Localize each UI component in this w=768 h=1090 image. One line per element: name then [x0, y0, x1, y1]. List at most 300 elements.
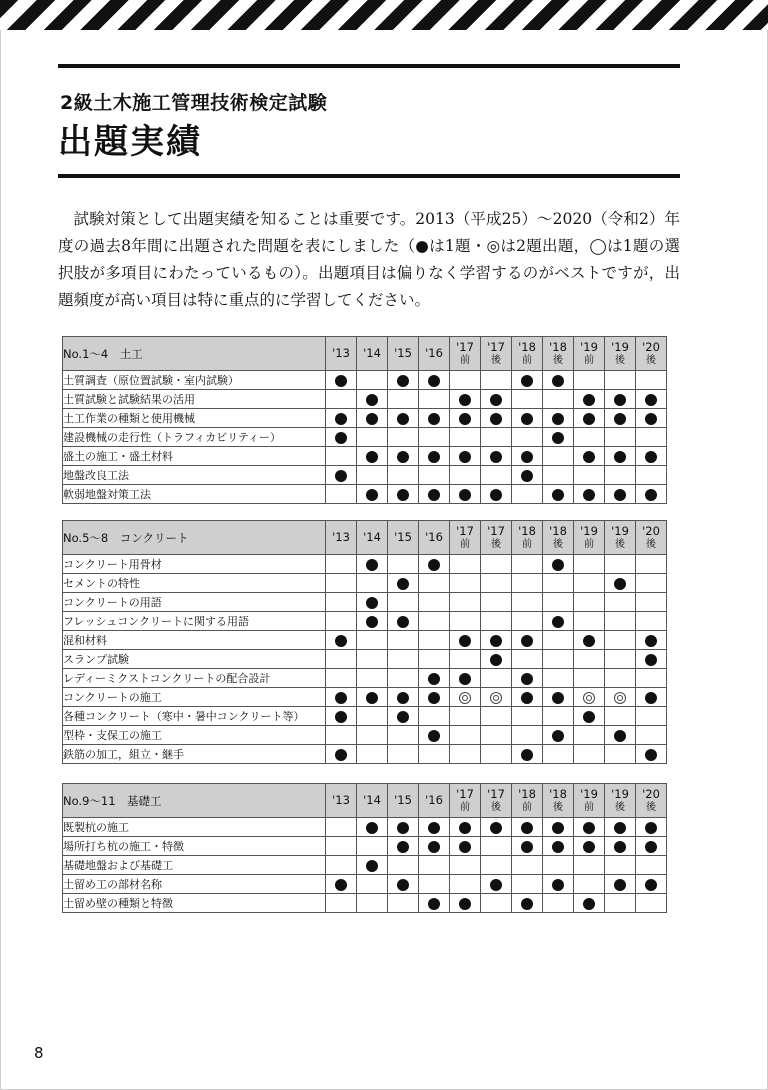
topic-label: 軟弱地盤対策工法: [63, 485, 326, 504]
mark-cell: [450, 390, 481, 409]
table-row: [63, 612, 667, 631]
topic-label: 各種コンクリート（寒中・暑中コンクリート等）: [63, 707, 326, 726]
mark-cell: [574, 745, 605, 764]
mark-cell: [512, 485, 543, 504]
mark-cell: [574, 593, 605, 612]
mark-cell: [636, 574, 667, 593]
mark-cell: [512, 409, 543, 428]
year-half-label: 前: [460, 538, 470, 550]
mark-cell: [388, 818, 419, 837]
mark-cell: [512, 650, 543, 669]
mark-cell: [512, 555, 543, 574]
mark-cell: [450, 631, 481, 650]
page-subtitle: 2級土木施工管理技術検定試験: [60, 92, 328, 114]
year-label: '19: [580, 523, 598, 538]
single-question-mark-icon: [335, 635, 347, 647]
single-question-mark-icon: [490, 451, 502, 463]
year-label: '17: [487, 786, 505, 801]
mark-cell: [419, 428, 450, 447]
mark-cell: [636, 894, 667, 913]
mark-cell: [450, 875, 481, 894]
single-question-mark-icon: [490, 879, 502, 891]
mark-cell: [419, 837, 450, 856]
mark-cell: [512, 371, 543, 390]
single-question-mark-icon: [583, 822, 595, 834]
year-label: '14: [363, 346, 381, 360]
mark-cell: [605, 894, 636, 913]
year-label: '18: [549, 786, 567, 801]
single-question-mark-icon: [552, 489, 564, 501]
mark-cell: [574, 818, 605, 837]
mark-cell: [605, 837, 636, 856]
single-question-mark-icon: [521, 749, 533, 761]
mark-cell: [481, 631, 512, 650]
double-question-mark-icon: [490, 692, 502, 704]
single-question-mark-icon: [490, 489, 502, 501]
single-question-mark-icon: [552, 879, 564, 891]
mark-cell: [543, 574, 574, 593]
mark-cell: [512, 593, 543, 612]
single-question-mark-icon: [335, 692, 347, 704]
table-row: [63, 447, 667, 466]
year-header: [388, 337, 419, 371]
mark-cell: [326, 574, 357, 593]
single-question-mark-icon: [583, 898, 595, 910]
year-header: [512, 784, 543, 818]
year-half-label: 前: [522, 538, 532, 550]
double-question-mark-icon: [459, 692, 471, 704]
table-row: [63, 650, 667, 669]
single-question-mark-icon: [552, 413, 564, 425]
year-label: '16: [425, 346, 443, 360]
mark-cell: [636, 631, 667, 650]
single-question-mark-icon: [645, 654, 657, 666]
single-question-mark-icon: [614, 394, 626, 406]
single-question-mark-icon: [521, 692, 533, 704]
mark-cell: [326, 428, 357, 447]
topic-label: スランプ試験: [63, 650, 326, 669]
single-question-mark-icon: [645, 489, 657, 501]
mark-cell: [605, 466, 636, 485]
mark-cell: [636, 555, 667, 574]
mark-cell: [481, 428, 512, 447]
mark-cell: [574, 650, 605, 669]
mark-cell: [326, 856, 357, 875]
mark-cell: [481, 555, 512, 574]
mark-cell: [388, 593, 419, 612]
mark-cell: [357, 466, 388, 485]
mark-cell: [605, 371, 636, 390]
single-question-mark-icon: [459, 489, 471, 501]
mark-cell: [543, 631, 574, 650]
single-question-mark-icon: [335, 375, 347, 387]
mark-cell: [357, 555, 388, 574]
mark-cell: [357, 856, 388, 875]
mark-cell: [636, 669, 667, 688]
mark-cell: [357, 650, 388, 669]
single-question-mark-icon: [614, 822, 626, 834]
mark-cell: [543, 409, 574, 428]
single-question-mark-icon: [397, 578, 409, 590]
year-header: [357, 784, 388, 818]
topic-label: コンクリートの用語: [63, 593, 326, 612]
page-number: 8: [34, 1044, 44, 1062]
single-question-mark-icon: [583, 394, 595, 406]
single-question-mark-icon: [428, 673, 440, 685]
year-label: '19: [611, 339, 629, 354]
mark-cell: [605, 574, 636, 593]
year-label: '20: [642, 339, 660, 354]
year-header: [574, 337, 605, 371]
mark-cell: [512, 688, 543, 707]
mark-cell: [419, 726, 450, 745]
single-question-mark-icon: [397, 692, 409, 704]
mark-cell: [481, 409, 512, 428]
mark-cell: [419, 371, 450, 390]
mark-cell: [574, 485, 605, 504]
single-question-mark-icon: [428, 841, 440, 853]
mark-cell: [481, 818, 512, 837]
mark-cell: [481, 650, 512, 669]
single-question-mark-icon: [459, 822, 471, 834]
mark-cell: [605, 447, 636, 466]
year-label: '19: [611, 523, 629, 538]
single-question-mark-icon: [583, 841, 595, 853]
year-half-label: 前: [584, 538, 594, 550]
mark-cell: [326, 745, 357, 764]
single-question-mark-icon: [428, 489, 440, 501]
mark-cell: [357, 707, 388, 726]
mark-cell: [388, 726, 419, 745]
mark-cell: [636, 875, 667, 894]
mark-cell: [326, 688, 357, 707]
year-half-label: 前: [460, 801, 470, 813]
mark-cell: [357, 574, 388, 593]
mark-cell: [450, 707, 481, 726]
year-label: '19: [580, 786, 598, 801]
mark-cell: [419, 593, 450, 612]
mark-cell: [605, 875, 636, 894]
single-question-mark-icon: [335, 711, 347, 723]
mark-cell: [574, 837, 605, 856]
single-question-mark-icon: [645, 413, 657, 425]
mark-cell: [388, 612, 419, 631]
mark-cell: [357, 688, 388, 707]
double-question-mark-icon: [614, 692, 626, 704]
single-question-mark-icon: [521, 822, 533, 834]
mark-cell: [605, 409, 636, 428]
year-label: '20: [642, 523, 660, 538]
mark-cell: [481, 574, 512, 593]
mark-cell: [481, 669, 512, 688]
single-question-mark-icon: [645, 879, 657, 891]
mark-cell: [388, 485, 419, 504]
mark-cell: [512, 669, 543, 688]
mark-cell: [605, 428, 636, 447]
year-header: [326, 784, 357, 818]
mark-cell: [574, 447, 605, 466]
mark-cell: [543, 726, 574, 745]
year-half-label: 後: [553, 801, 563, 813]
mark-cell: [419, 485, 450, 504]
table-row: [63, 745, 667, 764]
mark-cell: [419, 669, 450, 688]
single-question-mark-icon: [583, 451, 595, 463]
year-header: [357, 337, 388, 371]
topic-label: 土留め壁の種類と特徴: [63, 894, 326, 913]
year-header: [512, 521, 543, 555]
mark-cell: [450, 894, 481, 913]
mark-cell: [481, 466, 512, 485]
year-header: [543, 337, 574, 371]
mark-cell: [543, 390, 574, 409]
year-label: '18: [518, 786, 536, 801]
mark-cell: [512, 390, 543, 409]
year-half-label: 前: [522, 801, 532, 813]
year-label: '14: [363, 530, 381, 544]
table-row: [63, 726, 667, 745]
single-question-mark-icon: [459, 635, 471, 647]
mark-cell: [326, 555, 357, 574]
year-header: [605, 784, 636, 818]
mark-cell: [419, 745, 450, 764]
mark-cell: [419, 390, 450, 409]
table-row: [63, 466, 667, 485]
mark-cell: [512, 726, 543, 745]
mark-cell: [388, 555, 419, 574]
table-row: [63, 669, 667, 688]
year-label: '20: [642, 786, 660, 801]
year-header: [357, 521, 388, 555]
table-row: [63, 409, 667, 428]
single-question-mark-icon: [428, 692, 440, 704]
mark-cell: [326, 894, 357, 913]
single-question-mark-icon: [552, 841, 564, 853]
mark-cell: [574, 409, 605, 428]
mark-cell: [326, 837, 357, 856]
single-question-mark-icon: [335, 749, 347, 761]
topic-label: 盛土の施工・盛土材料: [63, 447, 326, 466]
mark-cell: [543, 688, 574, 707]
mark-cell: [605, 745, 636, 764]
mark-cell: [574, 856, 605, 875]
mark-cell: [419, 631, 450, 650]
year-header: [636, 521, 667, 555]
year-label: '13: [332, 346, 350, 360]
year-header: [450, 521, 481, 555]
mark-cell: [357, 837, 388, 856]
mark-cell: [574, 631, 605, 650]
year-half-label: 前: [522, 354, 532, 366]
mark-cell: [605, 593, 636, 612]
mark-cell: [605, 612, 636, 631]
single-question-mark-icon: [366, 616, 378, 628]
mark-cell: [357, 447, 388, 466]
mark-cell: [450, 650, 481, 669]
single-question-mark-icon: [366, 692, 378, 704]
mark-cell: [481, 875, 512, 894]
mark-cell: [574, 390, 605, 409]
mark-cell: [326, 650, 357, 669]
mark-cell: [512, 894, 543, 913]
single-question-mark-icon: [645, 749, 657, 761]
year-label: '18: [549, 523, 567, 538]
single-question-mark-icon: [583, 711, 595, 723]
mark-cell: [543, 371, 574, 390]
table-row: [63, 894, 667, 913]
mark-cell: [512, 466, 543, 485]
mark-cell: [512, 612, 543, 631]
mark-cell: [419, 894, 450, 913]
single-question-mark-icon: [397, 879, 409, 891]
single-question-mark-icon: [614, 489, 626, 501]
year-half-label: 後: [646, 538, 656, 550]
mark-cell: [636, 390, 667, 409]
mark-cell: [605, 726, 636, 745]
mark-cell: [357, 485, 388, 504]
single-question-mark-icon: [335, 879, 347, 891]
mark-cell: [574, 555, 605, 574]
mark-cell: [574, 726, 605, 745]
year-header: [574, 521, 605, 555]
topic-label: 地盤改良工法: [63, 466, 326, 485]
topic-label: 建設機械の走行性（トラフィカビリティー）: [63, 428, 326, 447]
year-label: '16: [425, 793, 443, 807]
mark-cell: [605, 669, 636, 688]
year-half-label: 前: [460, 354, 470, 366]
mark-cell: [326, 818, 357, 837]
mark-cell: [636, 466, 667, 485]
mark-cell: [388, 894, 419, 913]
mark-cell: [388, 745, 419, 764]
mark-cell: [450, 409, 481, 428]
mark-cell: [543, 837, 574, 856]
mark-cell: [388, 669, 419, 688]
single-question-mark-icon: [490, 822, 502, 834]
single-question-mark-icon: [428, 822, 440, 834]
mark-cell: [605, 485, 636, 504]
topic-label: 型枠・支保工の施工: [63, 726, 326, 745]
section-heading: No.1～4 土工: [63, 337, 326, 371]
mark-cell: [450, 856, 481, 875]
year-label: '17: [456, 786, 474, 801]
table-row: [63, 856, 667, 875]
year-label: '17: [487, 523, 505, 538]
single-question-mark-icon: [366, 860, 378, 872]
mark-cell: [388, 707, 419, 726]
table-row: [63, 707, 667, 726]
mark-cell: [636, 428, 667, 447]
mark-cell: [357, 726, 388, 745]
single-question-mark-icon: [428, 413, 440, 425]
mark-cell: [605, 688, 636, 707]
year-label: '17: [456, 339, 474, 354]
year-label: '13: [332, 530, 350, 544]
mark-cell: [326, 485, 357, 504]
mark-cell: [574, 574, 605, 593]
mark-cell: [636, 409, 667, 428]
single-question-mark-icon: [614, 451, 626, 463]
single-question-mark-icon: [614, 578, 626, 590]
single-question-mark-icon: [645, 692, 657, 704]
mark-cell: [636, 856, 667, 875]
single-question-mark-icon: [428, 451, 440, 463]
mark-cell: [450, 612, 481, 631]
single-question-mark-icon: [583, 635, 595, 647]
single-question-mark-icon: [459, 394, 471, 406]
mark-cell: [543, 447, 574, 466]
topic-label: レディーミクストコンクリートの配合設計: [63, 669, 326, 688]
mark-cell: [388, 650, 419, 669]
mark-cell: [419, 555, 450, 574]
single-question-mark-icon: [552, 730, 564, 742]
mark-cell: [450, 669, 481, 688]
year-header: [636, 784, 667, 818]
mark-cell: [419, 688, 450, 707]
year-header: [543, 784, 574, 818]
single-question-mark-icon: [521, 841, 533, 853]
mark-cell: [543, 485, 574, 504]
single-question-mark-icon: [428, 375, 440, 387]
year-header: [605, 337, 636, 371]
mark-cell: [512, 837, 543, 856]
single-question-mark-icon: [552, 559, 564, 571]
single-question-mark-icon: [552, 822, 564, 834]
topic-label: 土留め工の部材名称: [63, 875, 326, 894]
single-question-mark-icon: [459, 841, 471, 853]
mark-cell: [326, 371, 357, 390]
section-table: [62, 336, 667, 504]
year-half-label: 後: [491, 538, 501, 550]
single-question-mark-icon: [397, 489, 409, 501]
intro-paragraph: [58, 206, 680, 314]
year-label: '15: [394, 793, 412, 807]
mark-cell: [326, 466, 357, 485]
single-question-mark-icon: [366, 489, 378, 501]
top-rule: [58, 64, 680, 68]
year-label: '17: [456, 523, 474, 538]
mark-cell: [636, 688, 667, 707]
table-row: [63, 875, 667, 894]
mark-cell: [481, 745, 512, 764]
intro-text: 試験対策として出題実績を知ることは重要です。2013（平成25）～2020（令和2）年度の過去8年間に出題された問題を表にしました（●は1題・◎は2題出題，◯は1題の選択肢が多項目にわたっているもの）。出題項目は偏りなく学習するのがベストですが，出題頻度が高い項目は特に重点的に学習してください。: [58, 210, 680, 309]
single-question-mark-icon: [614, 730, 626, 742]
mark-cell: [574, 707, 605, 726]
single-question-mark-icon: [490, 394, 502, 406]
single-question-mark-icon: [614, 841, 626, 853]
mark-cell: [357, 371, 388, 390]
year-half-label: 前: [584, 354, 594, 366]
year-label: '15: [394, 346, 412, 360]
year-header: [605, 521, 636, 555]
mark-cell: [326, 726, 357, 745]
year-half-label: 後: [615, 538, 625, 550]
mark-cell: [419, 650, 450, 669]
single-question-mark-icon: [614, 879, 626, 891]
mark-cell: [481, 593, 512, 612]
year-half-label: 後: [615, 801, 625, 813]
mark-cell: [388, 409, 419, 428]
year-label: '15: [394, 530, 412, 544]
mark-cell: [605, 650, 636, 669]
mark-cell: [636, 745, 667, 764]
single-question-mark-icon: [335, 432, 347, 444]
mark-cell: [636, 707, 667, 726]
mark-cell: [357, 631, 388, 650]
mark-cell: [636, 371, 667, 390]
mark-cell: [543, 612, 574, 631]
single-question-mark-icon: [521, 898, 533, 910]
